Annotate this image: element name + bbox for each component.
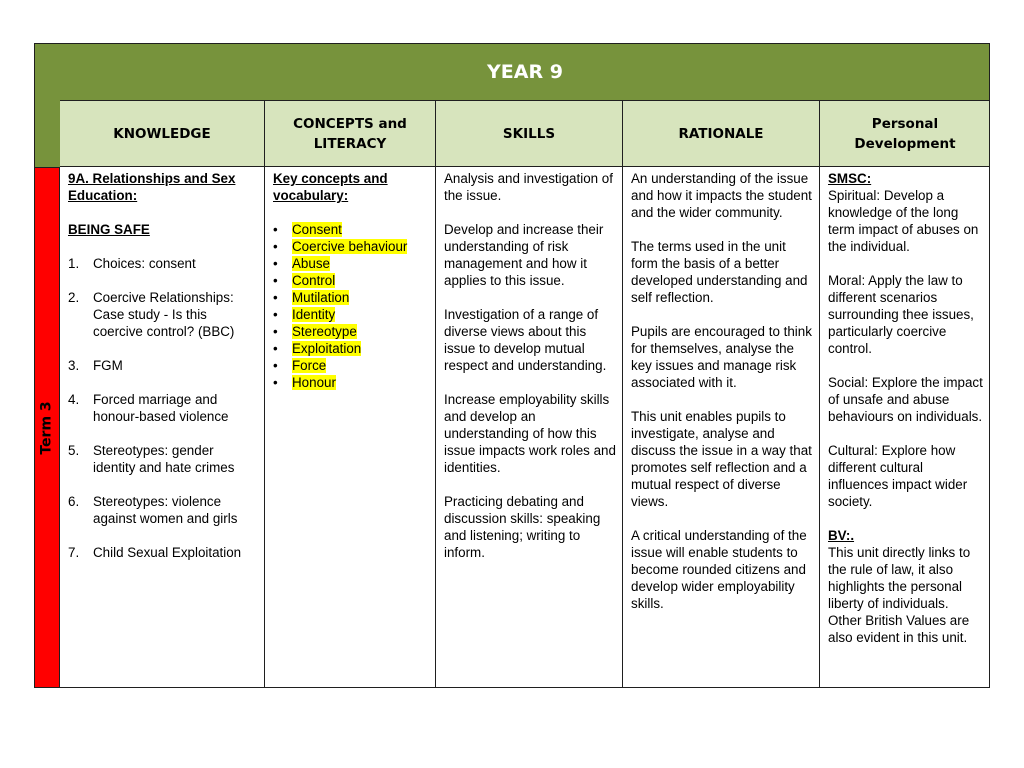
list-item: • Coercive behaviour [273, 239, 408, 254]
list-item: • Abuse [273, 256, 330, 271]
header-concepts-line1: CONCEPTS and [293, 115, 407, 132]
skills-paragraph: Increase employability skills and develop an understanding of how this issue impacts work roles and identities. [444, 392, 616, 475]
list-item: 7. Child Sexual Exploitation [68, 545, 242, 560]
list-item: 5. Stereotypes: gender identity and hate crimes [68, 443, 235, 475]
knowledge-subheading: BEING SAFE [68, 222, 150, 237]
smsc-cultural: Cultural: Explore how different cultural influences impact wider society. [828, 443, 968, 509]
bv-heading: BV:. [828, 528, 855, 543]
list-item: • Stereotype [273, 324, 357, 339]
header-knowledge-label: KNOWLEDGE [113, 125, 211, 142]
list-item: • Identity [273, 307, 336, 322]
skills-paragraph: Develop and increase their understanding of risk management and how it applies to this issue. [444, 222, 604, 288]
list-item: 1. Choices: consent [68, 256, 196, 271]
header-personal-line1: Personal [871, 115, 939, 132]
rationale-paragraph: A critical understanding of the issue will enable students to become rounded citizens and develop wider employability skills. [631, 528, 807, 611]
bv-text: This unit directly links to the rule of law, it also highlights the personal liberty of individuals. Other British Values are also evident in this unit. [828, 545, 971, 645]
smsc-moral: Moral: Apply the law to different scenarios surrounding thee issues, particularly coercive control. [828, 273, 974, 356]
knowledge-heading: 9A. Relationships and Sex Education: [68, 171, 236, 203]
rationale-paragraph: The terms used in the unit form the basis of a better developed understanding and self reflection. [631, 239, 808, 305]
list-item: 2. Coercive Relationships: Case study - Is this coercive control? (BBC) [68, 290, 235, 339]
page-title: YEAR 9 [487, 60, 563, 83]
term-label: Term 3 [39, 400, 56, 455]
list-item: • Exploitation [273, 341, 362, 356]
list-item: 4. Forced marriage and honour-based violence [68, 392, 229, 424]
header-rationale-label: RATIONALE [678, 125, 764, 142]
rationale-paragraph: Pupils are encouraged to think for themselves, analyse the key issues and manage risk associated with it. [631, 324, 812, 390]
header-concepts-line2: LITERACY [313, 135, 387, 152]
header-skills-label: SKILLS [502, 125, 556, 142]
concepts-heading: Key concepts and vocabulary: [273, 171, 388, 203]
rationale-paragraph: This unit enables pupils to investigate, analyse and discuss the issue in a way that promotes self reflection and a mutual respect of diverse views. [631, 409, 812, 509]
smsc-heading: SMSC: [828, 171, 872, 186]
list-item: 6. Stereotypes: violence against women and girls [68, 494, 238, 526]
skills-paragraph: Investigation of a range of diverse views about this issue to develop mutual respect and understanding. [444, 307, 607, 373]
list-item: • Mutilation [273, 290, 350, 305]
list-item: • Control [273, 273, 336, 288]
smsc-social: Social: Explore the impact of unsafe and abuse behaviours on individuals. [828, 375, 983, 424]
skills-paragraph: Practicing debating and discussion skills: speaking and listening; writing to inform. [444, 494, 601, 560]
list-item: • Force [273, 358, 327, 373]
smsc-spiritual: Spiritual: Develop a knowledge of the long term impact of abuses on the individual. [828, 188, 979, 254]
rationale-paragraph: An understanding of the issue and how it impacts the student and the wider community. [631, 171, 812, 220]
header-personal-line2: Development [854, 135, 956, 152]
table-frame [34, 43, 990, 688]
list-item: • Honour [273, 375, 336, 390]
list-item: 3. FGM [68, 358, 123, 373]
skills-paragraph: Analysis and investigation of the issue. [444, 171, 613, 203]
list-item: • Consent [273, 222, 342, 237]
